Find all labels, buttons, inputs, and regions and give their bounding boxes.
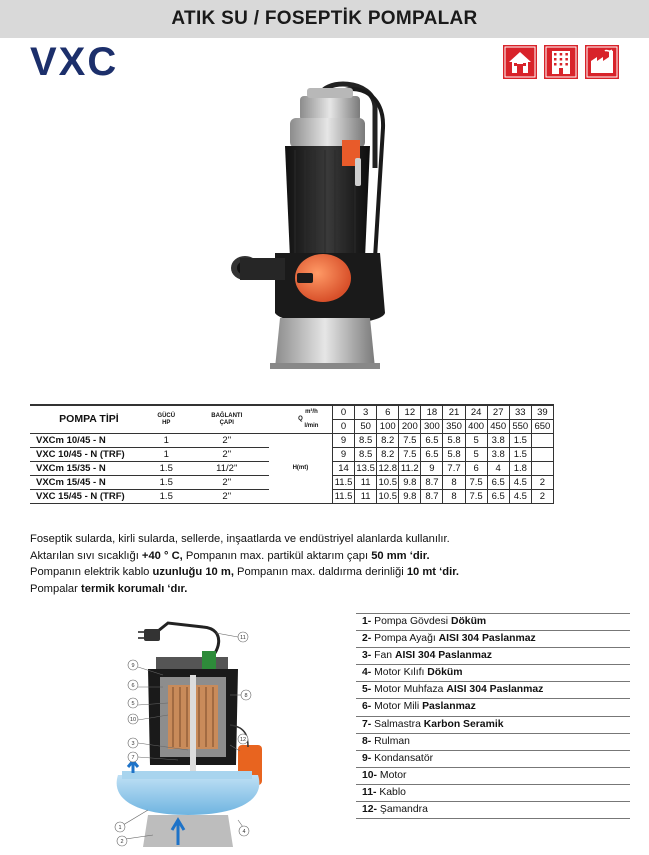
part-name: Motor Muhfaza: [371, 684, 447, 696]
parts-list: [356, 613, 630, 819]
description-line-4: [30, 581, 630, 598]
part-name: Salmastra: [371, 718, 424, 730]
part-name: Motor Kılıfı: [371, 667, 428, 679]
col-port-label2: ÇAPI: [219, 419, 234, 426]
list-item: [356, 734, 630, 751]
head-cell: 5.8: [443, 448, 465, 462]
head-cell: 6.5: [421, 448, 443, 462]
power-cell: 1.5: [148, 490, 185, 504]
head-cell: 9: [333, 434, 355, 448]
header-bar: [0, 0, 649, 38]
model-name: VXC: [30, 40, 119, 84]
head-cell: 8: [443, 476, 465, 490]
description-line-3: [30, 564, 630, 581]
pump-type-cell: VXCm 15/35 - N: [30, 462, 148, 476]
col-q-label: Q: [298, 416, 303, 422]
pump-type-cell: VXC 15/45 - N (TRF): [30, 490, 148, 504]
head-cell: 9.8: [399, 476, 421, 490]
power-cell: 1.5: [148, 476, 185, 490]
part-name: Kablo: [376, 786, 406, 798]
flow-m3h-cell: 0: [333, 405, 355, 420]
diagram-label: 3: [131, 741, 135, 747]
list-item: [356, 648, 630, 665]
part-number: 10-: [362, 769, 378, 781]
part-material: Paslanmaz: [422, 701, 476, 713]
head-cell: 8.5: [355, 448, 377, 462]
head-cell: 11.2: [399, 462, 421, 476]
part-number: 7-: [362, 718, 372, 730]
head-cell: 2: [531, 490, 553, 504]
part-material: AISI 304 Paslanmaz: [446, 684, 544, 696]
part-number: 8-: [362, 735, 372, 747]
diagram-callout: [128, 680, 138, 690]
diagram-label: 12: [239, 737, 247, 743]
desc-text: Pompanın max. partikül aktarım çapı: [182, 549, 372, 562]
diagram-callout: [115, 822, 125, 832]
cutaway-diagram: [108, 615, 268, 851]
head-cell: [531, 434, 553, 448]
power-cell: 1: [148, 448, 185, 462]
flow-m3h-cell: 33: [509, 405, 531, 420]
flow-lmin-cell: 350: [443, 420, 465, 434]
head-cell: 11: [355, 476, 377, 490]
part-name: Şamandra: [377, 804, 428, 816]
diagram-callout: [117, 836, 127, 846]
head-cell: 7.5: [465, 476, 487, 490]
diagram-label: 8: [244, 693, 248, 699]
head-cell: 3.8: [487, 448, 509, 462]
part-material: Karbon Seramik: [423, 718, 504, 730]
head-cell: 8.2: [377, 448, 399, 462]
part-material: AISI 304 Paslanmaz: [394, 650, 492, 662]
part-number: 3-: [362, 650, 372, 662]
head-cell: 5: [465, 448, 487, 462]
head-cell: 11.5: [333, 490, 355, 504]
part-name: Kondansatör: [371, 752, 434, 764]
desc-bold: 50 mm ‘dir.: [371, 549, 430, 562]
diagram-callout: [128, 714, 138, 724]
head-cell: [531, 462, 553, 476]
diagram-label: 1: [118, 825, 122, 831]
desc-bold: +40 ° C,: [141, 549, 183, 562]
head-cell: 8: [443, 490, 465, 504]
head-cell: 3.8: [487, 434, 509, 448]
list-item: [356, 768, 630, 785]
port-cell: 2": [185, 476, 269, 490]
head-cell: 6.5: [487, 476, 509, 490]
pump-type-cell: VXCm 10/45 - N: [30, 434, 148, 448]
port-cell: 11/2": [185, 462, 269, 476]
desc-text: Pompanın max. daldırma derinliği: [233, 566, 407, 578]
list-item: [356, 665, 630, 682]
head-cell: 9.8: [399, 490, 421, 504]
head-cell: 8.7: [421, 490, 443, 504]
flow-lmin-cell: 200: [399, 420, 421, 434]
flow-m3h-cell: 39: [531, 405, 553, 420]
part-name: Pompa Ayağı: [371, 633, 439, 645]
table-row: [30, 434, 554, 448]
head-cell: 11.5: [333, 476, 355, 490]
head-cell: 7.7: [443, 462, 465, 476]
diagram-callout: [241, 690, 251, 700]
diagram-label: 10: [129, 717, 137, 723]
head-cell: 7.5: [399, 448, 421, 462]
part-number: 12-: [362, 804, 378, 816]
description-line-2: [30, 548, 630, 565]
head-cell: 1.8: [509, 462, 531, 476]
part-name: Rulman: [371, 735, 410, 747]
flow-m3h-cell: 21: [443, 405, 465, 420]
part-number: 9-: [362, 752, 372, 764]
diagram-label: 2: [120, 839, 124, 845]
flow-lmin-cell: 300: [421, 420, 443, 434]
part-number: 5-: [362, 684, 372, 696]
head-cell: 11: [355, 490, 377, 504]
col-port-label: BAĞLANTI: [211, 412, 243, 419]
desc-bold: 10 mt ‘dir.: [406, 566, 460, 578]
port-cell: 2": [185, 490, 269, 504]
diagram-label: 7: [131, 755, 135, 761]
part-number: 6-: [362, 701, 372, 713]
power-cell: 1.5: [148, 462, 185, 476]
list-item: [356, 751, 630, 768]
head-cell: 7.5: [465, 490, 487, 504]
head-cell: 8.2: [377, 434, 399, 448]
part-material: AISI 304 Paslanmaz: [438, 633, 536, 645]
head-cell: 10.5: [378, 491, 397, 502]
head-cell: 7.5: [399, 434, 421, 448]
port-cell: 2": [185, 448, 269, 462]
head-cell: 9: [421, 462, 443, 476]
part-material: Döküm: [450, 616, 487, 627]
head-cell: 4.5: [509, 476, 531, 490]
diagram-label: 9: [131, 663, 135, 669]
head-cell: 14: [333, 462, 355, 476]
diagram-label: 4: [242, 829, 246, 835]
house-icon: [503, 45, 537, 79]
pump-type-cell: VXC 10/45 - N (TRF): [30, 448, 148, 462]
pump-type-cell: VXCm 15/45 - N: [30, 476, 148, 490]
flow-m3h-cell: 3: [355, 405, 377, 420]
list-item: [356, 614, 630, 631]
flow-m3h-cell: 18: [421, 405, 443, 420]
head-label-cell: H(mt): [269, 434, 333, 504]
desc-text: Aktarılan sıvı sıcaklığı: [30, 549, 142, 562]
pump-image: [225, 78, 425, 378]
col-q-unit1: m³/h: [305, 409, 318, 415]
part-number: 4-: [362, 667, 372, 679]
head-cell: 9: [333, 448, 355, 462]
head-cell: 5.8: [443, 434, 465, 448]
list-item: [356, 699, 630, 716]
head-cell: [531, 448, 553, 462]
flow-m3h-cell: 12: [399, 405, 421, 420]
flow-lmin-cell: 100: [377, 420, 399, 434]
head-cell: 12.8: [378, 463, 397, 474]
part-number: 11-: [362, 786, 377, 798]
col-power-label: GÜCÜ: [157, 412, 176, 419]
part-name: Pompa Gövdesi: [371, 616, 451, 627]
head-cell: 2: [531, 476, 553, 490]
list-item: [356, 682, 630, 699]
flow-lmin-cell: 450: [487, 420, 509, 434]
col-q: [269, 405, 333, 434]
head-cell: 6.5: [487, 490, 509, 504]
flow-lmin-cell: 0: [333, 420, 355, 434]
diagram-callout: [128, 698, 138, 708]
table-header-row: [30, 405, 554, 420]
flow-lmin-cell: 650: [531, 420, 553, 434]
head-cell: 13.5: [356, 463, 375, 474]
col-q-unit2: l/min: [304, 423, 319, 429]
diagram-label: 6: [131, 683, 135, 689]
diagram-label: 11: [240, 635, 246, 641]
head-cell: 1.5: [509, 448, 531, 462]
port-cell: 2": [185, 434, 269, 448]
list-item: [356, 785, 630, 802]
flow-m3h-cell: 6: [377, 405, 399, 420]
head-cell: 8.7: [421, 476, 443, 490]
list-item: [356, 802, 630, 819]
part-name: Motor Mili: [371, 701, 423, 713]
col-port: [185, 405, 269, 434]
desc-bold: termik korumalı ‘dır.: [81, 582, 188, 595]
col-power: [148, 405, 185, 434]
diagram-callout: [128, 738, 138, 748]
head-cell: 6.5: [421, 434, 443, 448]
col-power-unit: HP: [162, 419, 171, 426]
diagram-callout: [128, 660, 138, 670]
page-title: ATIK SU / FOSEPTİK POMPALAR: [171, 8, 478, 29]
part-number: 1-: [362, 616, 372, 627]
part-name: Fan: [371, 650, 395, 662]
performance-table: [30, 404, 554, 504]
factory-icon: [585, 45, 619, 79]
flow-lmin-cell: 50: [355, 420, 377, 434]
diagram-callout: [238, 632, 248, 642]
part-name: Motor: [377, 769, 407, 781]
building-icon: [544, 45, 578, 79]
col-pump-type: POMPA TİPİ: [30, 405, 148, 434]
flow-lmin-cell: 550: [509, 420, 531, 434]
head-cell: 1.5: [509, 434, 531, 448]
list-item: [356, 631, 630, 648]
diagram-callout: [238, 734, 248, 744]
desc-text: Pompalar: [30, 582, 81, 595]
flow-lmin-cell: 400: [465, 420, 487, 434]
description-line-1: Foseptik sularda, kirli sularda, sellerde, inşaatlarda ve endüstriyel alanlarda kullanılır.: [30, 533, 450, 545]
flow-m3h-cell: 27: [487, 405, 509, 420]
head-cell: 8.5: [355, 434, 377, 448]
diagram-label: 5: [131, 701, 135, 707]
power-cell: 1: [148, 434, 185, 448]
usage-icons: [503, 45, 619, 79]
list-item: [356, 717, 630, 734]
head-cell: 6: [465, 462, 487, 476]
head-cell: 4: [487, 462, 509, 476]
part-number: 2-: [362, 633, 372, 645]
head-cell: 10.5: [378, 477, 397, 488]
description: [30, 531, 630, 597]
head-cell: 4.5: [509, 490, 531, 504]
desc-bold: uzunluğu 10 m,: [152, 566, 234, 578]
diagram-callout: [239, 826, 249, 836]
desc-text: Pompanın elektrik kablo: [30, 566, 153, 578]
diagram-callout: [128, 752, 138, 762]
head-cell: 5: [465, 434, 487, 448]
flow-m3h-cell: 24: [465, 405, 487, 420]
part-material: Döküm: [427, 667, 463, 679]
